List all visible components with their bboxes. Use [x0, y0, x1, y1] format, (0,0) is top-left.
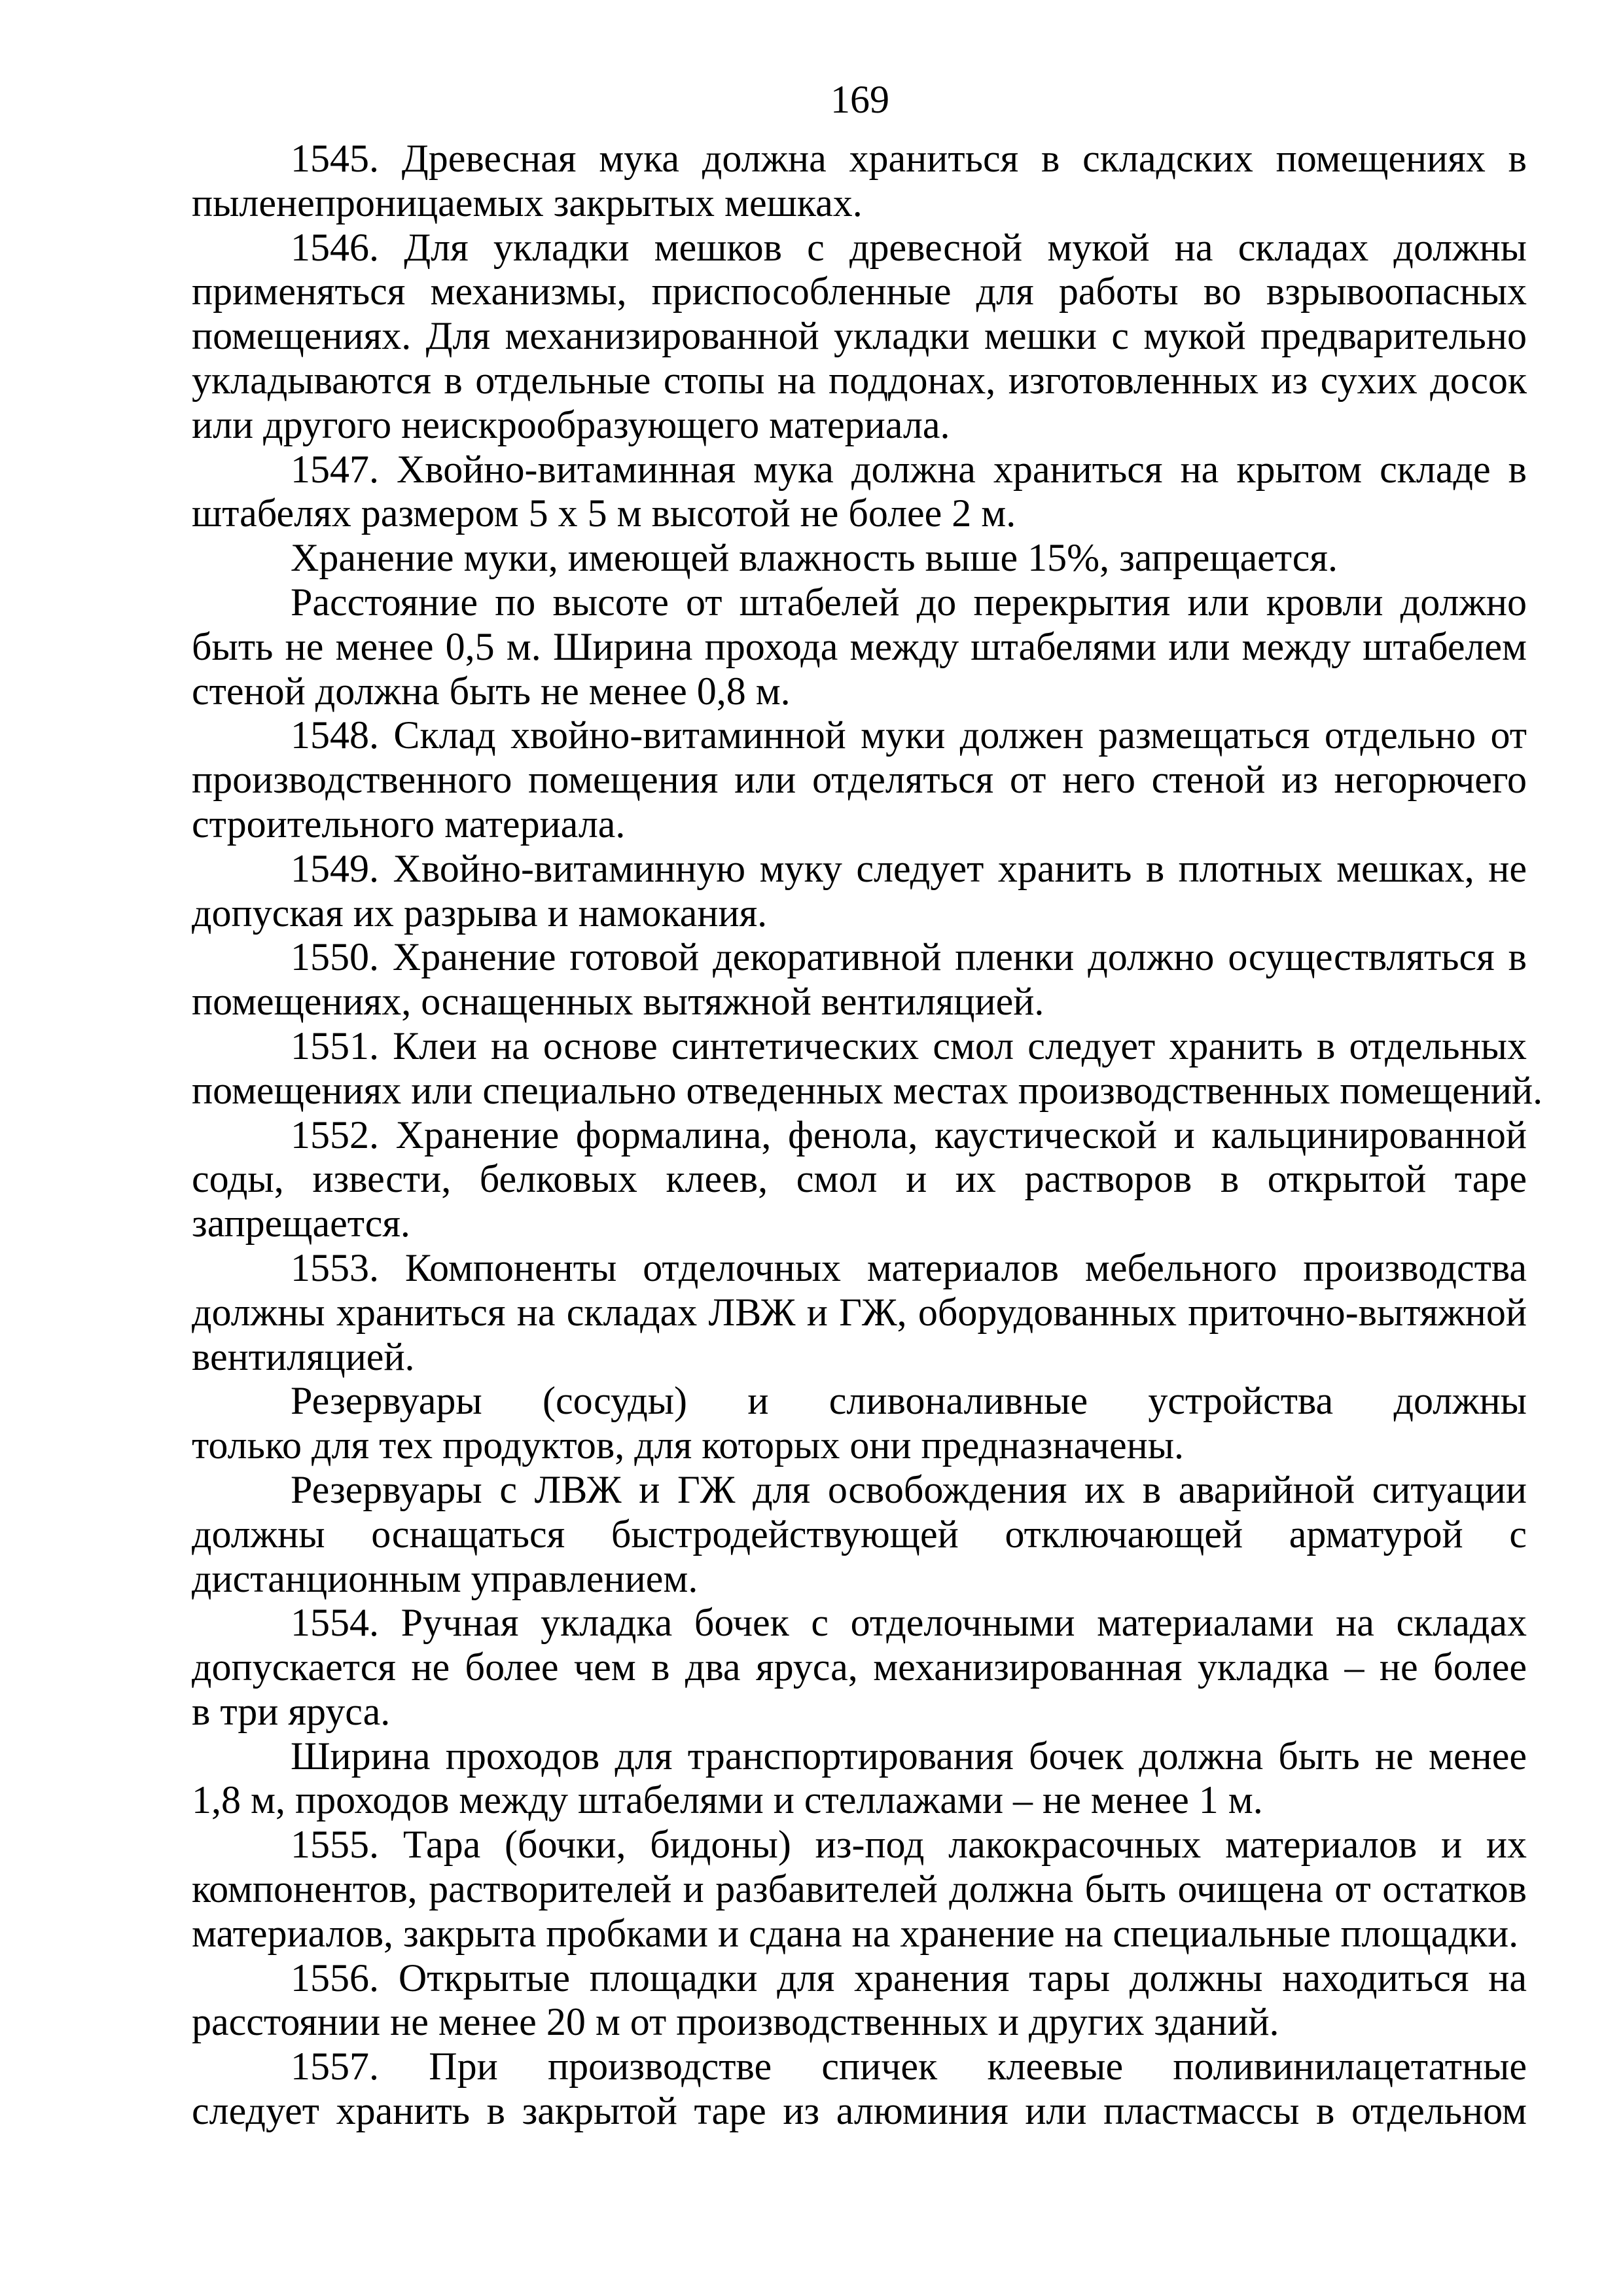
text-line: в три яруса.	[192, 1689, 391, 1733]
paragraph	[192, 1024, 1543, 1113]
text-line: 1547. Хвойно-витаминная мука должна храниться на крытом складе в	[291, 447, 1527, 491]
text-line: следует хранить в закрытой таре из алюминия или пластмассы в отдельном	[192, 2089, 1527, 2133]
text-line: применяться механизмы, приспособленные для работы во взрывоопасных	[192, 270, 1527, 314]
paragraph	[192, 581, 1527, 713]
text-line: Ширина проходов для транспортирования бочек должна быть не менее	[291, 1734, 1527, 1778]
text-line: 1557. При производстве спичек клеевые поливинилацетатные	[291, 2045, 1527, 2089]
text-line: материалов, закрыта пробками и сдана на хранение на специальные площадки.	[192, 1911, 1519, 1955]
text-line: 1545. Древесная мука должна храниться в складских помещениях в	[291, 137, 1527, 180]
page-number: 169	[830, 78, 889, 121]
text-line: Расстояние по высоте от штабелей до перекрытия или кровли должно	[291, 580, 1527, 624]
text-line: или другого неискрообразующего материала.	[192, 403, 950, 446]
paragraph	[192, 1823, 1527, 1956]
paragraph	[192, 1734, 1527, 1823]
text-line: должны оснащаться быстродействующей отключающей арматурой с	[192, 1512, 1527, 1556]
text-line: 1553. Компоненты отделочных материалов мебельного производства	[291, 1246, 1527, 1289]
paragraph	[192, 1113, 1527, 1246]
text-line: соды, извести, белковых клеев, смол и их растворов в открытой таре	[192, 1157, 1527, 1201]
paragraph	[192, 713, 1527, 846]
text-line: дистанционным управлением.	[192, 1556, 698, 1600]
text-line: помещениях, оснащенных вытяжной вентиляцией.	[192, 980, 1044, 1024]
text-line: только для тех продуктов, для которых они предназначены.	[192, 1424, 1185, 1467]
text-line: Хранение муки, имеющей влажность выше 15%, запрещается.	[291, 536, 1338, 580]
paragraph	[192, 2045, 1527, 2134]
text-line: строительного материала.	[192, 802, 626, 846]
text-line: 1552. Хранение формалина, фенола, каустической и кальцинированной	[291, 1113, 1527, 1157]
text-line: 1556. Открытые площадки для хранения тары должны находиться на	[291, 1956, 1527, 2000]
paragraph	[192, 1601, 1527, 1734]
paragraph	[192, 1956, 1527, 2045]
text-line: 1548. Склад хвойно-витаминной муки должен размещаться отдельно от	[291, 713, 1527, 757]
paragraph	[192, 1379, 1527, 1468]
paragraph	[192, 536, 1527, 581]
text-line: помещениях или специально отведенных местах производственных помещений.	[192, 1068, 1543, 1112]
text-line: допуская их разрыва и намокания.	[192, 891, 768, 935]
text-line: штабелях размером 5 х 5 м высотой не более 2 м.	[192, 492, 1016, 535]
text-line: 1554. Ручная укладка бочек с отделочными материалами на складах	[291, 1601, 1527, 1645]
text-line: укладываются в отдельные стопы на поддонах, изготовленных из сухих досок	[192, 358, 1527, 402]
text-line: компонентов, растворителей и разбавителей должна быть очищена от остатков	[192, 1867, 1527, 1911]
text-line: производственного помещения или отделяться от него стеной из негорючего	[192, 758, 1527, 802]
document-body	[192, 137, 1543, 2134]
text-line: запрещается.	[192, 1202, 410, 1246]
text-line: 1546. Для укладки мешков с древесной мукой на складах должны	[291, 225, 1527, 269]
text-line: быть не менее 0,5 м. Ширина прохода между штабелями или между штабелем	[192, 624, 1527, 668]
text-line: стеной должна быть не менее 0,8 м.	[192, 669, 791, 713]
paragraph	[192, 448, 1527, 537]
paragraph	[192, 226, 1527, 448]
text-line: вентиляцией.	[192, 1335, 415, 1378]
text-line: помещениях. Для механизированной укладки мешки с мукой предварительно	[192, 314, 1527, 358]
text-line: 1551. Клеи на основе синтетических смол следует хранить в отдельных	[291, 1024, 1527, 1067]
paragraph	[192, 137, 1527, 226]
text-line: 1555. Тара (бочки, бидоны) из-под лакокрасочных материалов и их	[291, 1823, 1527, 1867]
paragraph	[192, 847, 1527, 936]
paragraph	[192, 1468, 1527, 1601]
text-line: 1550. Хранение готовой декоративной пленки должно осуществляться в	[291, 935, 1527, 979]
text-line: допускается не более чем в два яруса, механизированная укладка – не более	[192, 1645, 1527, 1689]
text-line: 1,8 м, проходов между штабелями и стеллажами – не менее 1 м.	[192, 1778, 1263, 1822]
text-line: расстоянии не менее 20 м от производственных и других зданий.	[192, 2000, 1279, 2044]
text-line: Резервуары (сосуды) и сливоналивные устройства должны	[291, 1379, 1527, 1423]
text-line: 1549. Хвойно-витаминную муку следует хранить в плотных мешках, не	[291, 846, 1527, 890]
text-line: должны храниться на складах ЛВЖ и ГЖ, оборудованных приточно-вытяжной	[192, 1290, 1527, 1334]
paragraph	[192, 1246, 1527, 1379]
text-line: пыленепроницаемых закрытых мешках.	[192, 181, 863, 224]
paragraph	[192, 935, 1527, 1024]
text-line: Резервуары с ЛВЖ и ГЖ для освобождения их в аварийной ситуации	[291, 1467, 1527, 1511]
